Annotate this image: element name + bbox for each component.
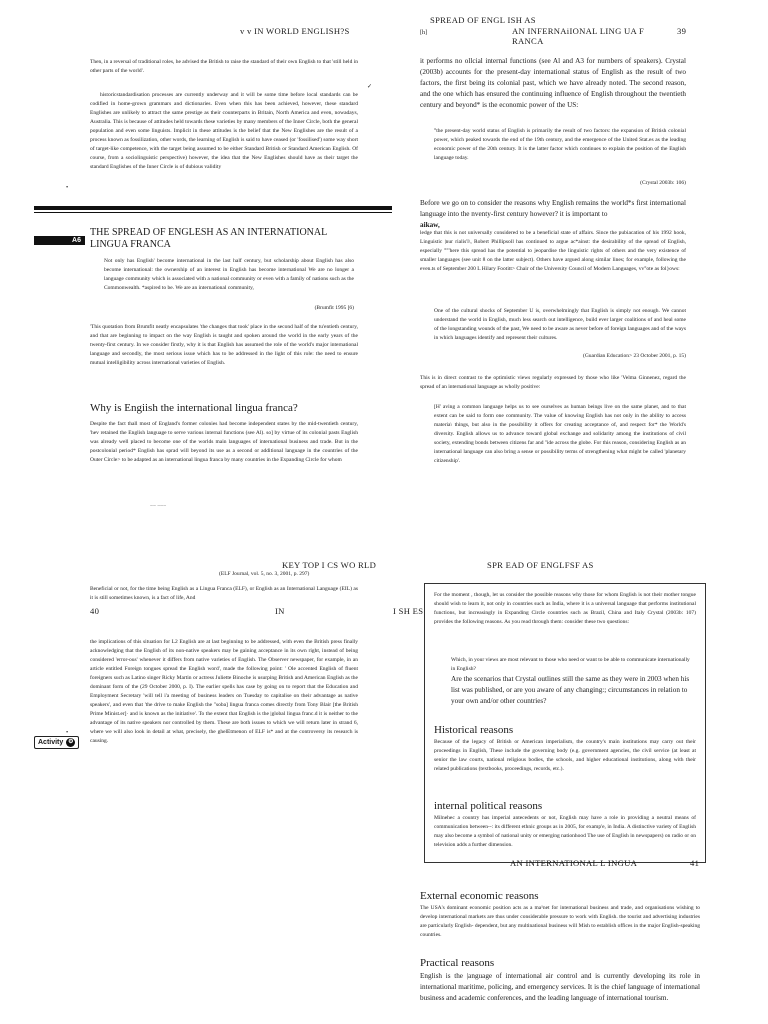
- contrast-paragraph: This is in direct contrast to the optimistic views regularly expressed by those who like 'Velma Ginnenez, regard the spread of an international language as wholly positive:: [420, 375, 686, 390]
- economic-heading: External economic reasons: [420, 890, 539, 902]
- political-heading: internal political reasons: [434, 800, 543, 812]
- brumfit-quote: Not only has English' become international in the last half century, but scholarship about English has also become international: the ownership of an interest in English has become international We are no longer a language community which is associated with a national community or even with a family of nations such as the Commonwealth. *aspired to be. We are an international community,: [104, 258, 354, 291]
- margin-dot: •: [66, 729, 69, 736]
- quotation-paragraph: 'This quotation from Brumfit neatly encapsulates 'the changes that took' place in the second half of the tu'entieth century, and that are beginning to impact on the way English is taught and spoken around the world in the early years of the twenty-first century. In we consider firstly, why it is that English has assumed the role of the world's major international language and secondly, the most serious issue which has to be addressed in the light of this role: the need to ensure mutual intelligibility across international varieties of English.: [90, 324, 358, 366]
- page-header-right-mark: [h]: [420, 29, 428, 36]
- political-paragraph: Milnehec a country has imperial antecedents or not, English may have a role in providing a neutral means of communication between--: its different ethnic groups as in 2005, for examp'e, in India. A distinctive variety of English may also become a symbol of national unity or emerging nationhood The use of English in newspapers) on radio or on television adds a further dimension.: [434, 815, 696, 848]
- page-number-40: 40: [90, 606, 100, 616]
- page-number-41: 41: [690, 858, 700, 868]
- practical-paragraph: English is the |anguage of international air control and is currently developing its role in international maritime, policing, and emergency services. It is the chief language of international business and academic conferences, and the leading language of international tourism.: [420, 972, 700, 1002]
- page-header-left: v v IN WORLD ENGLISH?S: [240, 26, 350, 36]
- section-divider: [34, 206, 392, 210]
- footitt-quote: One of the cultural shocks of September U is, overwhelmingly that English is simply not enough. We cannot understand the world in English, much less search out intelligence, build ever larger coalitions of and heal some of the longstanding wounds of the past, We need to be aware as never before of foreign languages and of the ways in which languages identify and represent their cultures.: [434, 308, 686, 341]
- elf-citation: (ELF Journal, vol. 5, no. 3, 2001, p. 297): [219, 571, 310, 577]
- moment-paragraph: For the moment , though, let us consider the possible reasons why those for whom English is not their mother tongue should wish to learn it, not only in countries such as India, where it is a universal language that performs institutional functions, but increasingly in Expanding Circle countries such as Brazil, China and Italy Crystal (2003b: 107) provides the following reasons. As you read through them: consider these two questions:: [434, 592, 696, 625]
- colonies-paragraph: Despite the fact thall most of England's former colonies had become independent states by the mid-twentieth century, 'hev retained the English language to serve various internal functions (see Al). so] by virtue of its colonial pasts English was already well placed to become one of the worlds main languages of international business and trade. But in the postcolonial period* English has sprad will beyond its use as a second or additional language in the countries of the Outer Circle> to be adapted as an international lingua franca by many countries in the Expanding Circle for whom: [90, 421, 358, 463]
- before-paragraph: Before we go on to consider the reasons why English remains the world*s first international language into the nventy-first century however? it is important to: [420, 199, 686, 218]
- ginnenez-quote: [H' aving a common language helps us to see ourselves as human beings live on the same planet, and to that extent can be said to form one community. The value of knowing English has not only in the ability to access materia\ things, but also in the possibility it offers for creating acceptance of, and respect for* the World's diversity. English allows us to advance toward global exchange and solidarity among the institutions of civil society, extending bonds between citizens far and ''ide across the globe. For this reason, considering English as an international language can also bring a sense or possibility terms of strengthening what might be called 'planetary citizenship'.: [434, 404, 686, 464]
- question-two: Are the scenarios that Crystal outlines still the same as they were in 2003 when his list was published, or are you aware of any changing:; circumstances in relation to your own and/or other countries?: [451, 675, 690, 705]
- brumfit-citation: (Brumfit 1995 [6): [314, 305, 354, 311]
- functions-paragraph: it performs no ollcial internal functions (see Al and A3 for nurnbers of speakers). Crystal (2003b) accounts for the present-day international status of English as the result of two factors, the first being its colonial past, which we have already noted. The second reason, and the one which has ensured the continuing influence of English throughout the twentieth century and beyond* is the economic power of the US:: [420, 57, 686, 109]
- margin-tag-ishes: I SH ES: [393, 606, 424, 616]
- page-footer-header: AN INTERNATIONAL L INGUA: [510, 858, 638, 868]
- crystal-citation: (Crystal 2003b: 106): [640, 180, 686, 186]
- page-header-right: AN INFERNAiIONAL LING UA F RANCA: [512, 26, 645, 46]
- in-mark: IN: [275, 606, 285, 616]
- page-number-39: 39: [677, 26, 687, 36]
- historical-heading: Historical reasons: [434, 724, 514, 736]
- implications-paragraph: the implications of this situation for L2 English are at last beginning to be addressed, with even the British press finally acknowledging that the English of its non-native speakers may be gaining acceptance in its own right, instead of being considered 'error-ous' whenever it differs from native varieties of English. The Observer newspaper, for example, in an article entitled Foreign tongues spread the English word', made the following point: ' Ole accented English of fluent foreigners such as Latino singer Ricky Martin or actress Juliette Binoche is usurping British and American English as the dominant form of the (29 October 2000, p. I). The earlier spells has case by going on to report that the Education and Employment Secretary 'will tell i'a meeting of business leaders on Tuesday to capitalise on their advantage as native speakers', and even that 'the drive to make English the "soba] lingua franca comes directly from Tony Blair [the British Prime Minist.er]· and is known as the initiative'. To the extent that English is the |global lingua franc.d it is neither to the advantage of its native speakers nor controlled by them. These are both issues to which we will return later in strand 6, where we will also look in detail at what, precisely, the ghelEtmenon of ELF is* and at the controversy its research is causing.: [90, 639, 358, 744]
- section-title: THE SPREAD OF ENGLESH AS AN INTERNATIONAL LINGUA FRANCA: [90, 227, 327, 250]
- crystal-quote: °the present-day world status of English is primarily the result of two factors: the expansion of British colonial power, which peaked towards the end of the 19th century, and the emergence of the United Stat.es as the leading economic power of the 20th century. It is the latter factor which continues to explain the position of the English language today.: [434, 128, 686, 161]
- beneficial-paragraph: Beneficial or not, for the time being English as a Lingua Franca (ELF), or English as an International Language (EIL) as it is still sometimes known, is a fact of life, And: [90, 586, 358, 601]
- page-header-key-topics: KEY TOP I CS WO RLD: [282, 560, 377, 570]
- footitt-citation: (Guardian Education> 23 October 2001, p. 15): [583, 353, 686, 359]
- activity-marker: [34, 736, 79, 749]
- historical-paragraph: Because of the legacy of British or American imperialism, the country's main institutions may carry out their proceedings in English, These include the governing body (e.g. government agencies, the civil service (at least at senior the law courts, national religious bodies, the schools, and higher educational institutions, along with their related publications (textbooks, proceedings, records, etc.).: [434, 739, 696, 772]
- activity-gear-icon: ⚙: [68, 739, 74, 745]
- practical-heading: Practical reasons: [420, 957, 495, 969]
- footer-smudge: ~~ ~~~: [150, 503, 167, 509]
- page-header-spread: SPR EAD OF ENGLFSF AS: [487, 560, 594, 570]
- margin-bullet: •: [66, 184, 69, 191]
- ledge-paragraph: ledge that this is not universally considered to be a beneficial state of affairs. Since the pubiacation of his 1992 hook, Linguistic |nur rialis'l\, Robert Phillipsoll has continued to argue ac*ainst: the desirability of the spread of English, especially °°'here this spread has the potential to jeopardise the linguistic rights of others and the very existence of smaller languages (see unit 8 on the latter subject). Others have argued along similar lines; for example, following the even.ts of September 200 L Hilary Footitt> Chair of the University Council of Modern Languages, vv°ote as fol}ows:: [420, 230, 686, 272]
- bold-word: aikaw,: [420, 221, 440, 229]
- activity-label: Activity: [38, 739, 64, 746]
- question-one: Which, in your views are most relevant to those who need or want to be able to communicate internationally in English?: [451, 657, 690, 672]
- intro-paragraph: Then, in a reversal of traditional roles, he advised the British to raise the standard of their own English to that 'still held in other parts of the world'.: [90, 59, 358, 74]
- section-divider-thin: [34, 212, 392, 213]
- margin-check-mark: ✓: [367, 83, 373, 90]
- page-header-right-top: SPREAD OF ENGL ISH AS: [430, 15, 536, 25]
- why-english-heading: Why is Engiish the international lingua franca?: [90, 402, 298, 414]
- section-tag-a6: A6: [34, 236, 85, 245]
- economic-paragraph: The USA's dominant economic position acts as a ma¹net for international business and trade, and organisations wishing to develop international markets are thus under considerable pressure to work with English. the tourist and advertising industries are particularly English- dependent, but any multinational business will Mish to establish offices in the major English-speaking countries.: [420, 905, 700, 938]
- standardisation-paragraph: historicstandardisation processes are currently underway and it will be some time before local standards can be codified in home-grown grammars and dictionaries. Even when this has been achieved, however, these standard Englishes are unlikely to attract the same prestige as their counterparts in Britain, North America and even, nowadays, Australia. This is because of attitudes held towards these varieties by many members of the Inner Circle, both the general population and even some linguists. Implicit in these attitudes is the belief that the New Englishes are the result of a process known as fossilization, other words, the learning of English is said to have ceased (or 'fossilised') some way short of target-like competence, with the target being assumed to be either Standard British or Standard American English. Of course, from a sociolinguistic perspective) however, the idea that the New Englishes should have as their target the standard Englishes of the Inner Circle is of dubious validity: [90, 92, 358, 170]
